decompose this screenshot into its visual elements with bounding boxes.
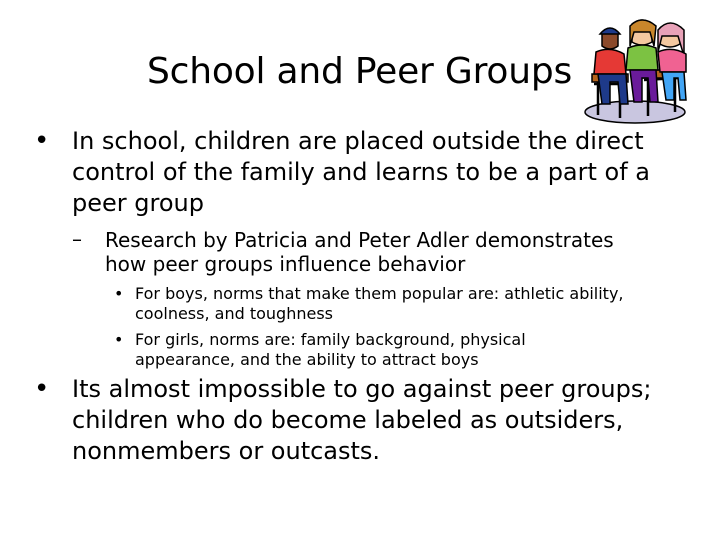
bullet-level-2 (72, 227, 695, 276)
bullet-line: Its almost impossible to go against peer groups; (72, 375, 652, 403)
bullet-line: how peer groups influence behavior (105, 252, 466, 276)
bullet-level-1 (34, 126, 692, 219)
students-group-icon (580, 12, 692, 132)
bullet-marker: • (34, 374, 50, 404)
bullet-line: coolness, and toughness (135, 304, 333, 323)
bullet-line: peer group (72, 189, 204, 217)
bullet-line: control of the family and learns to be a part of a (72, 158, 651, 186)
bullet-level-3 (114, 284, 695, 324)
bullet-marker: • (114, 284, 124, 303)
bullet-line: children who do become labeled as outsiders, (72, 406, 624, 434)
bullet-level-1 (34, 374, 692, 467)
bullet-line: appearance, and the ability to attract boys (135, 350, 479, 369)
bullet-marker: – (72, 227, 82, 251)
bullet-line: For boys, norms that make them popular are: athletic ability, (135, 284, 624, 303)
bullet-level-3 (114, 330, 695, 370)
bullet-line: In school, children are placed outside the direct (72, 127, 644, 155)
bullet-marker: • (114, 330, 124, 349)
bullet-line: For girls, norms are: family background, physical (135, 330, 526, 349)
bullet-line: nonmembers or outcasts. (72, 437, 381, 465)
bullet-marker: • (34, 126, 50, 156)
slide-title: School and Peer Groups (147, 51, 573, 92)
bullet-line: Research by Patricia and Peter Adler demonstrates (105, 228, 614, 252)
